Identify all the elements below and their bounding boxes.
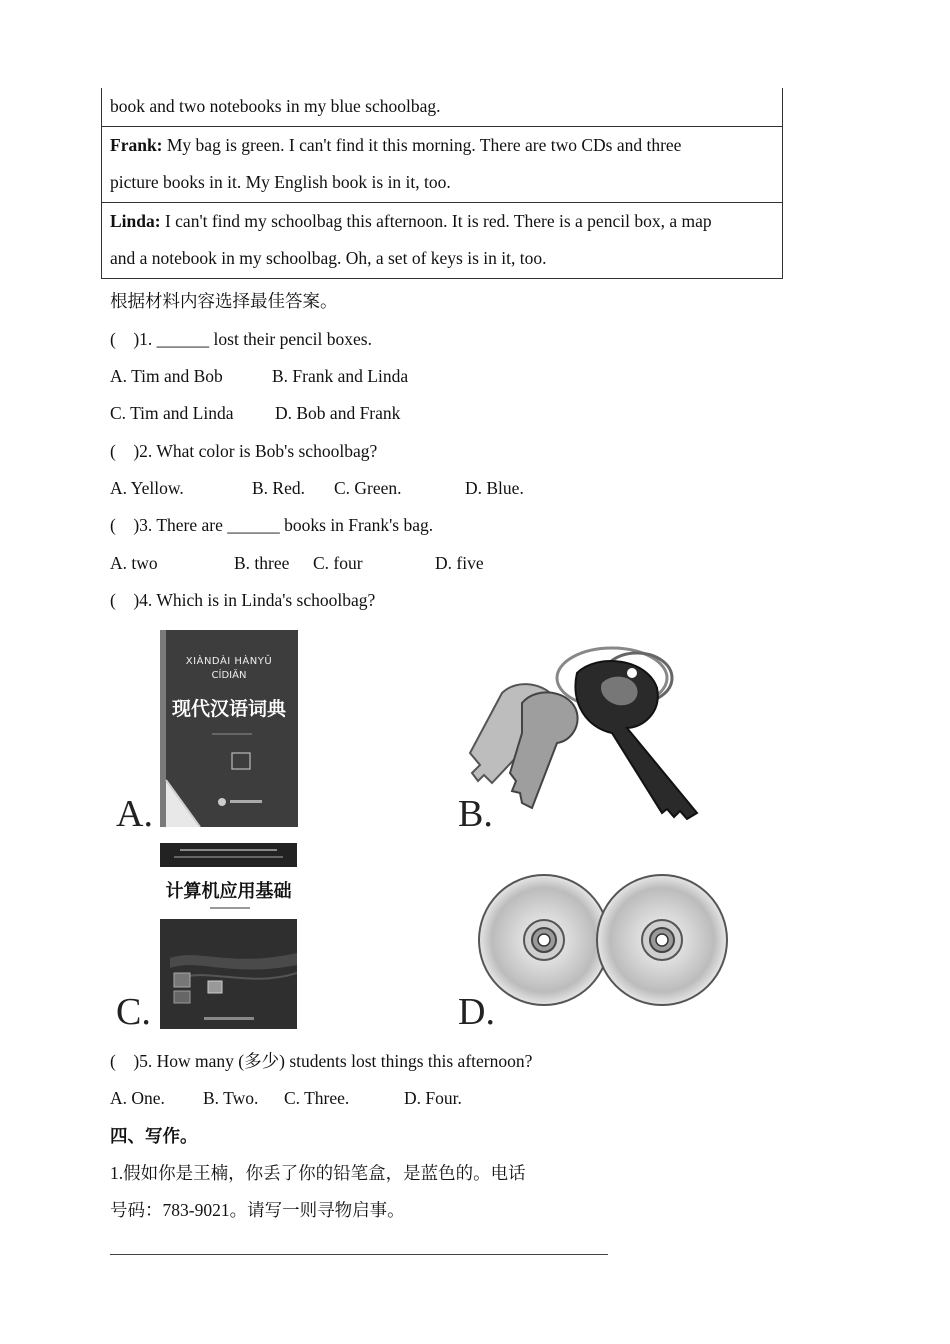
option-a: A. Yellow.: [110, 478, 184, 498]
option-a: A. two: [110, 553, 158, 573]
passage-table: [101, 88, 783, 279]
question-3-options: [110, 553, 484, 573]
section-heading: 四、写作。: [110, 1126, 198, 1146]
dictionary-title: 现代汉语词典: [171, 698, 286, 720]
question-1: ( )1. ______ lost their pencil boxes.: [110, 329, 372, 349]
question-3: ( )3. There are ______ books in Frank's bag.: [110, 515, 434, 535]
table-row-text: picture books in it. My English book is in it, too.: [110, 172, 451, 192]
option-d: D. Four.: [404, 1088, 462, 1108]
question-5-options: [110, 1088, 462, 1108]
option-d: D. Blue.: [465, 478, 524, 498]
question-1-options-row1: [110, 366, 408, 386]
picture-label-d: D.: [458, 991, 495, 1033]
table-row-continued: [102, 88, 782, 126]
picture-label-a: A.: [116, 793, 153, 835]
table-row-text: My bag is green. I can't find it this morning. There are two CDs and three: [162, 134, 682, 155]
dictionary-pinyin: CÍDIǍN: [211, 670, 247, 681]
picture-label-b: B.: [458, 793, 493, 835]
question-1-options-row2: [110, 403, 400, 423]
option-d: D. Bob and Frank: [275, 403, 401, 423]
option-a: A. Tim and Bob: [110, 366, 223, 386]
question-5: ( )5. How many (多少) students lost things this afternoon?: [110, 1051, 533, 1071]
instruction: 根据材料内容选择最佳答案。: [110, 291, 338, 311]
option-b: B. three: [234, 553, 290, 573]
computer-book-title: 计算机应用基础: [165, 881, 292, 902]
option-c: C. Tim and Linda: [110, 403, 234, 423]
picture-label-c: C.: [116, 991, 151, 1033]
table-row-text: I can't find my schoolbag this afternoon. It is red. There is a pencil box, a map: [160, 210, 712, 231]
computer-book-picture: [160, 843, 297, 1029]
option-c: C. Green.: [334, 478, 402, 498]
writing-prompt: 号码：783-9021。请写一则寻物启事。: [110, 1200, 405, 1220]
dictionary-picture: [160, 630, 298, 827]
keys-picture: [462, 633, 722, 823]
option-c: C. Three.: [284, 1088, 350, 1108]
table-row-text: and a notebook in my schoolbag. Oh, a set of keys is in it, too.: [110, 248, 547, 268]
speaker-name: Frank:: [110, 134, 163, 155]
speaker-name: Linda:: [110, 210, 161, 231]
option-c: C. four: [313, 553, 363, 573]
writing-prompt: 1.假如你是王楠，你丢了你的铅笔盒，是蓝色的。电话: [110, 1163, 526, 1183]
table-row-text: book and two notebooks in my blue schoolbag.: [110, 96, 441, 116]
option-d: D. five: [435, 553, 484, 573]
answer-line[interactable]: [110, 1254, 608, 1255]
table-row-frank: [102, 126, 782, 202]
dictionary-pinyin: XIÀNDÀI HÀNYǓ: [185, 656, 273, 667]
option-b: B. Red.: [252, 478, 305, 498]
table-row-linda: [102, 202, 782, 278]
option-a: A. One.: [110, 1088, 165, 1108]
question-2-options: [110, 478, 524, 498]
question-4: ( )4. Which is in Linda's schoolbag?: [110, 590, 376, 610]
option-b: B. Frank and Linda: [272, 366, 409, 386]
question-2: ( )2. What color is Bob's schoolbag?: [110, 441, 378, 461]
option-b: B. Two.: [203, 1088, 259, 1108]
cds-picture: [478, 872, 730, 1008]
